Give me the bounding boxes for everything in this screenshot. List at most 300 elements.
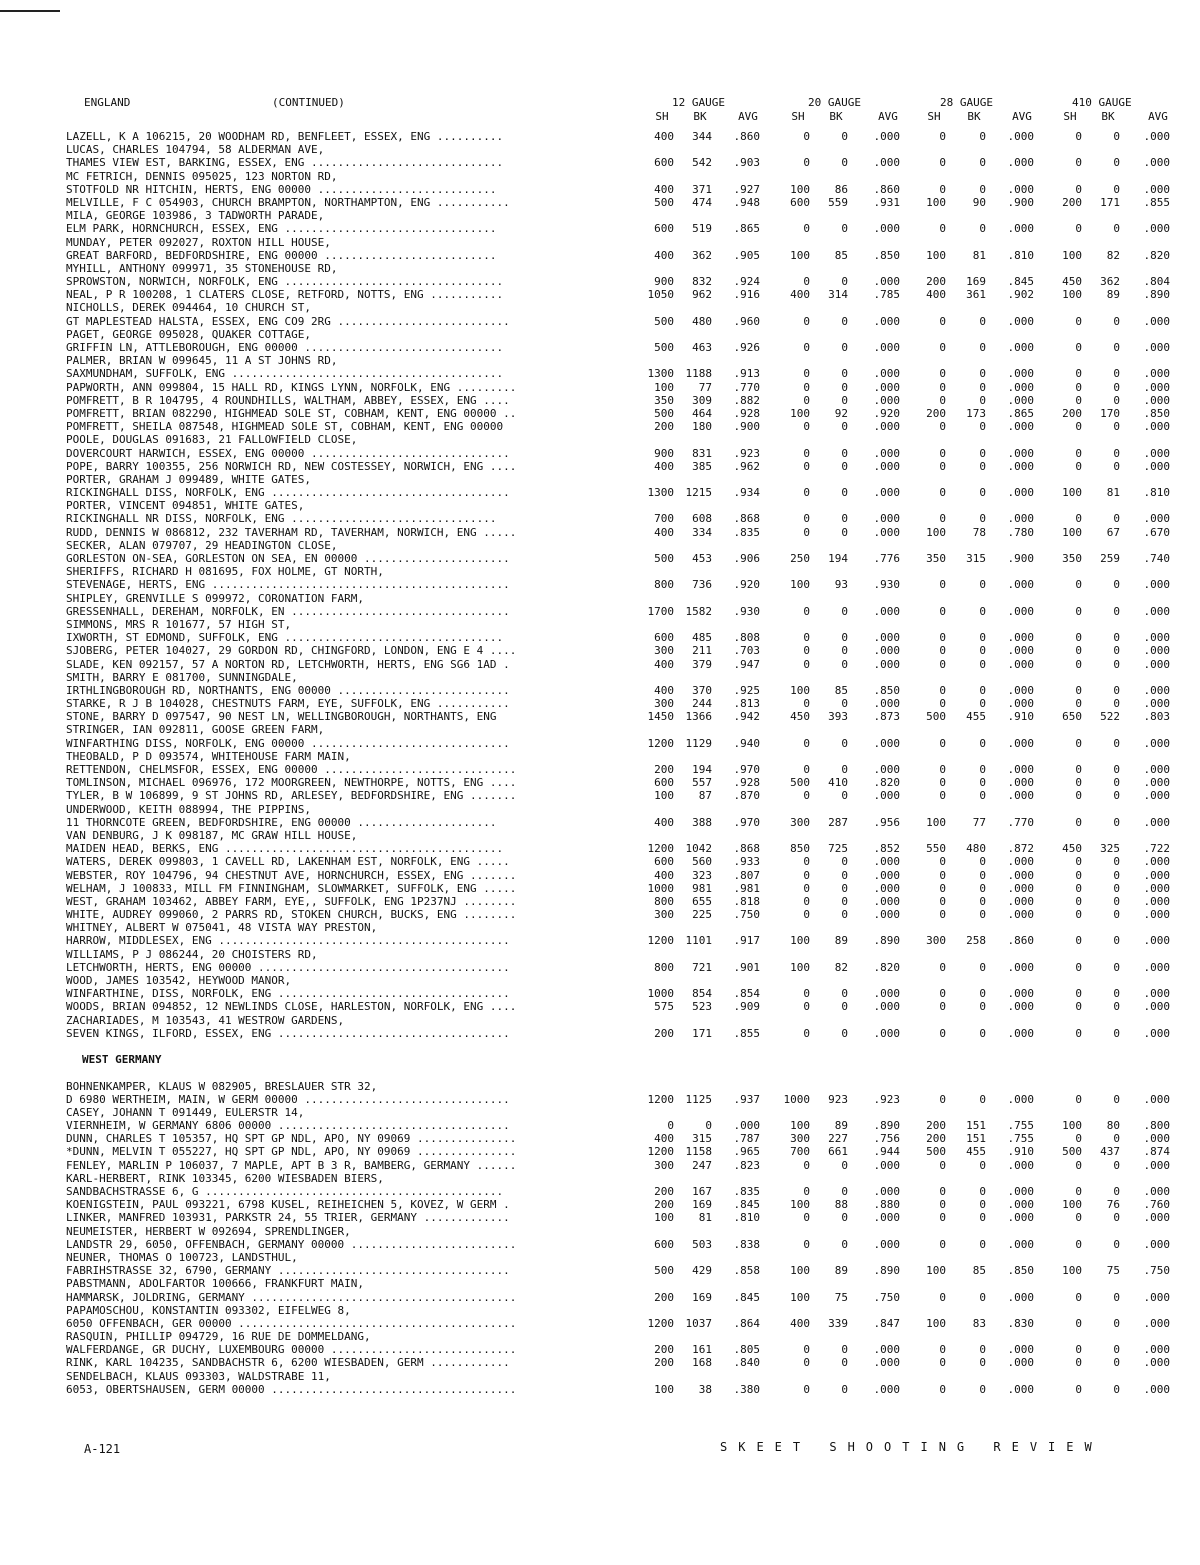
- score-cell: .755: [1007, 1132, 1034, 1146]
- member-entry-text: SPROWSTON, NORWICH, NORFOLK, ENG .................................: [66, 275, 504, 289]
- score-cell: .787: [733, 1132, 760, 1146]
- score-cell: 100: [1062, 1119, 1082, 1133]
- score-cell: 0: [841, 908, 848, 922]
- score-cell: 250: [790, 552, 810, 565]
- score-cell: 455: [966, 710, 986, 724]
- score-cell: 500: [654, 341, 674, 354]
- score-cell: 0: [939, 855, 946, 869]
- score-cell: .703: [733, 644, 760, 658]
- member-entry-text: BOHNENKAMPER, KLAUS W 082905, BRESLAUER STR 32,: [66, 1079, 378, 1093]
- score-cell: 0: [1075, 1158, 1082, 1172]
- table-row: [66, 592, 1176, 605]
- score-cell: .000: [1007, 1382, 1034, 1396]
- score-cell: 400: [654, 657, 674, 671]
- score-cell: 169: [692, 1290, 712, 1304]
- score-cell: .830: [1007, 1316, 1034, 1330]
- score-cell: .000: [1143, 130, 1170, 143]
- member-entry-text: D 6980 WERTHEIM, MAIN, W GERM 00000 ...............................: [66, 1092, 510, 1106]
- member-entry-text: STRINGER, IAN 092811, GOOSE GREEN FARM,: [66, 723, 325, 737]
- score-cell: 0: [841, 1211, 848, 1225]
- score-cell: 0: [1075, 393, 1082, 407]
- table-row: [66, 249, 1176, 262]
- score-cell: 0: [939, 604, 946, 618]
- table-row: [66, 1106, 1176, 1119]
- score-cell: 0: [939, 776, 946, 790]
- table-row: [66, 315, 1176, 328]
- subheading-2-avg: AVG: [878, 110, 898, 123]
- score-cell: 0: [979, 1382, 986, 1396]
- member-entry-text: NEUNER, THOMAS O 100723, LANDSTHUL,: [66, 1250, 298, 1264]
- score-cell: 0: [1075, 697, 1082, 711]
- member-entry-text: WILLIAMS, P J 086244, 20 CHOISTERS RD,: [66, 947, 318, 961]
- table-row: [66, 710, 1176, 723]
- member-entry-text: STARKE, R J B 104028, CHESTNUTS FARM, EYE, SUFFOLK, ENG ...........: [66, 697, 510, 711]
- score-cell: .903: [733, 156, 760, 170]
- score-cell: 75: [1106, 1264, 1120, 1278]
- score-cell: 200: [654, 420, 674, 434]
- score-cell: 0: [1113, 393, 1120, 407]
- member-entry-text: MILA, GEORGE 103986, 3 TADWORTH PARADE,: [66, 209, 325, 223]
- score-cell: 455: [966, 1145, 986, 1159]
- score-cell: .000: [1143, 683, 1170, 697]
- score-cell: 832: [692, 275, 712, 289]
- score-cell: 100: [790, 578, 810, 592]
- member-entry-text: *DUNN, MELVIN T 055227, HQ SPT GP NDL, APO, NY 09069 ...............: [66, 1145, 517, 1159]
- score-cell: .923: [733, 446, 760, 460]
- score-cell: 0: [1075, 446, 1082, 460]
- member-entry-text: HARROW, MIDDLESEX, ENG ............................................: [66, 934, 510, 948]
- score-cell: 0: [979, 763, 986, 776]
- score-cell: .000: [873, 1382, 900, 1396]
- table-row: [66, 895, 1176, 908]
- score-cell: 1188: [685, 367, 712, 381]
- score-cell: .000: [1007, 380, 1034, 394]
- score-cell: .000: [1007, 776, 1034, 790]
- score-cell: 0: [1075, 631, 1082, 645]
- score-cell: .872: [1007, 842, 1034, 856]
- score-cell: 0: [939, 182, 946, 196]
- table-row: [66, 1000, 1176, 1013]
- member-entry-text: WALFERDANGE, GR DUCHY, LUXEMBOURG 00000 ............................: [66, 1343, 517, 1357]
- score-cell: .890: [873, 1264, 900, 1278]
- score-cell: 661: [828, 1145, 848, 1159]
- member-entry-text: STEVENAGE, HERTS, ENG .............................................: [66, 578, 510, 592]
- table-row: [66, 1343, 1176, 1356]
- score-cell: .750: [733, 908, 760, 922]
- member-entry-text: STOTFOLD NR HITCHIN, HERTS, ENG 00000 ...........................: [66, 182, 497, 196]
- score-cell: 500: [654, 406, 674, 420]
- score-cell: .000: [1007, 1185, 1034, 1198]
- score-cell: 0: [803, 1026, 810, 1040]
- score-cell: 100: [790, 406, 810, 420]
- score-cell: .840: [733, 1356, 760, 1370]
- publication-name: SKEET SHOOTING REVIEW: [720, 1440, 1103, 1454]
- score-cell: 0: [1113, 1026, 1120, 1040]
- score-cell: .860: [873, 182, 900, 196]
- score-cell: 1450: [647, 710, 674, 724]
- score-cell: 350: [1062, 552, 1082, 565]
- member-entry-text: DOVERCOURT HARWICH, ESSEX, ENG 00000 ..............................: [66, 446, 510, 460]
- table-row: [66, 1291, 1176, 1304]
- score-cell: 0: [803, 367, 810, 381]
- subheading-1-bk: BK: [693, 110, 707, 123]
- score-cell: 400: [654, 459, 674, 473]
- table-row: [66, 948, 1176, 961]
- score-cell: 0: [979, 1198, 986, 1212]
- score-cell: 0: [979, 855, 986, 869]
- score-cell: 0: [803, 1185, 810, 1198]
- member-entry-text: SHIPLEY, GRENVILLE S 099972, CORONATION FARM,: [66, 591, 365, 605]
- table-row: [66, 1080, 1176, 1093]
- spacer: [66, 1040, 1176, 1053]
- member-entry-text: GT MAPLESTEAD HALSTA, ESSEX, ENG CO9 2RG ..........................: [66, 314, 510, 328]
- score-cell: 89: [834, 1119, 848, 1133]
- score-cell: 0: [803, 275, 810, 289]
- score-cell: 0: [841, 512, 848, 526]
- score-cell: 0: [1113, 934, 1120, 948]
- score-cell: 0: [841, 156, 848, 170]
- score-cell: .380: [733, 1382, 760, 1396]
- score-cell: 0: [841, 446, 848, 460]
- score-cell: 1300: [647, 367, 674, 381]
- score-cell: 100: [926, 1264, 946, 1278]
- score-cell: 0: [1075, 341, 1082, 354]
- score-cell: 0: [1113, 341, 1120, 354]
- member-entry-text: 11 THORNCOTE GREEN, BEDFORDSHIRE, ENG 00000 .....................: [66, 815, 497, 829]
- score-cell: .000: [873, 604, 900, 618]
- subheading-4-avg: AVG: [1148, 110, 1168, 123]
- score-cell: .000: [1143, 1290, 1170, 1304]
- score-cell: 82: [1106, 248, 1120, 262]
- score-cell: 0: [803, 697, 810, 711]
- score-cell: 362: [1100, 275, 1120, 289]
- member-entry-text: TYLER, B W 106899, 9 ST JOHNS RD, ARLESEY, BEDFORDSHIRE, ENG .......: [66, 789, 517, 803]
- score-cell: 258: [966, 934, 986, 948]
- score-cell: .928: [733, 406, 760, 420]
- score-cell: 0: [1113, 1290, 1120, 1304]
- score-cell: .810: [733, 1211, 760, 1225]
- score-cell: 80: [1106, 1119, 1120, 1133]
- score-cell: .850: [873, 248, 900, 262]
- score-cell: 542: [692, 156, 712, 170]
- score-cell: .928: [733, 776, 760, 790]
- score-cell: 100: [790, 683, 810, 697]
- score-cell: 0: [979, 908, 986, 922]
- score-cell: 0: [1113, 314, 1120, 328]
- score-cell: 0: [979, 881, 986, 895]
- score-cell: .000: [1143, 881, 1170, 895]
- score-cell: .760: [1143, 1198, 1170, 1212]
- table-row: [66, 341, 1176, 354]
- score-cell: 655: [692, 894, 712, 908]
- score-cell: 0: [979, 1092, 986, 1106]
- score-cell: .000: [1007, 960, 1034, 974]
- score-cell: 0: [979, 987, 986, 1001]
- score-cell: 725: [828, 842, 848, 856]
- score-cell: 173: [966, 406, 986, 420]
- score-cell: .900: [1007, 195, 1034, 209]
- score-cell: .000: [1007, 367, 1034, 381]
- score-cell: 0: [979, 657, 986, 671]
- score-cell: 0: [803, 1211, 810, 1225]
- score-cell: 0: [939, 960, 946, 974]
- table-row: [66, 684, 1176, 697]
- subheading-1-sh: SH: [655, 110, 669, 123]
- member-entry-text: IXWORTH, ST EDMOND, SUFFOLK, ENG .................................: [66, 631, 504, 645]
- score-cell: 0: [979, 1343, 986, 1357]
- score-cell: .000: [873, 644, 900, 658]
- score-cell: 0: [979, 459, 986, 473]
- score-cell: 0: [803, 1343, 810, 1357]
- score-cell: .850: [1007, 1264, 1034, 1278]
- score-cell: .852: [873, 842, 900, 856]
- score-cell: 67: [1106, 525, 1120, 539]
- score-cell: .000: [1143, 512, 1170, 526]
- table-row: [66, 143, 1176, 156]
- score-cell: 0: [1113, 1185, 1120, 1198]
- score-cell: .965: [733, 1145, 760, 1159]
- table-row: [66, 156, 1176, 169]
- member-entry-text: SENDELBACH, KLAUS 093303, WALDSTRABE 11,: [66, 1369, 331, 1383]
- score-cell: .000: [1007, 1343, 1034, 1357]
- score-cell: 0: [979, 604, 986, 618]
- score-cell: 600: [654, 156, 674, 170]
- score-cell: 0: [705, 1119, 712, 1133]
- score-cell: 0: [803, 881, 810, 895]
- score-cell: 0: [979, 380, 986, 394]
- table-row: [66, 605, 1176, 618]
- score-cell: 0: [803, 1356, 810, 1370]
- score-cell: 0: [1113, 815, 1120, 829]
- score-cell: 300: [790, 1132, 810, 1146]
- score-cell: 1366: [685, 710, 712, 724]
- score-cell: 900: [654, 446, 674, 460]
- score-cell: .000: [1007, 578, 1034, 592]
- score-cell: 1200: [647, 934, 674, 948]
- score-cell: .000: [873, 1185, 900, 1198]
- member-entry-text: PAGET, GEORGE 095028, QUAKER COTTAGE,: [66, 327, 312, 341]
- score-cell: 0: [841, 486, 848, 500]
- score-cell: 0: [1075, 736, 1082, 750]
- table-row: [66, 565, 1176, 578]
- table-row: [66, 1145, 1176, 1158]
- score-cell: 0: [1075, 657, 1082, 671]
- score-cell: 0: [841, 894, 848, 908]
- score-cell: .930: [873, 578, 900, 592]
- score-cell: 362: [692, 248, 712, 262]
- score-cell: .000: [1143, 815, 1170, 829]
- score-cell: .820: [1143, 248, 1170, 262]
- score-cell: .000: [873, 868, 900, 882]
- table-row: [66, 539, 1176, 552]
- score-cell: .864: [733, 1316, 760, 1330]
- score-cell: .670: [1143, 525, 1170, 539]
- score-cell: .000: [873, 855, 900, 869]
- score-cell: 85: [834, 248, 848, 262]
- score-cell: .000: [1007, 644, 1034, 658]
- table-row: [66, 750, 1176, 763]
- score-cell: 0: [979, 776, 986, 790]
- continued-label: (CONTINUED): [272, 96, 345, 109]
- score-cell: .000: [873, 341, 900, 354]
- score-cell: .000: [873, 1356, 900, 1370]
- member-entry-text: WEST, GRAHAM 103462, ABBEY FARM, EYE,, SUFFOLK, ENG 1P237NJ ........: [66, 894, 517, 908]
- score-cell: 0: [841, 1026, 848, 1040]
- score-cell: 0: [841, 130, 848, 143]
- member-entry-text: MAIDEN HEAD, BERKS, ENG ..........................................: [66, 842, 504, 856]
- member-entry-text: LANDSTR 29, 6050, OFFENBACH, GERMANY 00000 .........................: [66, 1237, 517, 1251]
- score-cell: 0: [939, 459, 946, 473]
- score-cell: 0: [803, 130, 810, 143]
- score-cell: .000: [873, 631, 900, 645]
- score-cell: 0: [939, 1026, 946, 1040]
- table-row: [66, 1198, 1176, 1211]
- score-cell: 0: [667, 1119, 674, 1133]
- score-cell: 0: [939, 881, 946, 895]
- score-cell: 831: [692, 446, 712, 460]
- score-cell: 287: [828, 815, 848, 829]
- score-cell: 0: [1075, 644, 1082, 658]
- score-cell: 0: [939, 446, 946, 460]
- score-cell: 0: [1113, 763, 1120, 776]
- score-cell: 0: [1075, 314, 1082, 328]
- score-cell: .000: [1143, 644, 1170, 658]
- score-cell: 0: [803, 868, 810, 882]
- score-cell: .000: [1007, 393, 1034, 407]
- score-cell: 0: [841, 367, 848, 381]
- score-cell: .000: [1007, 868, 1034, 882]
- score-cell: 0: [1113, 459, 1120, 473]
- table-row: [66, 236, 1176, 249]
- score-cell: 0: [1075, 1343, 1082, 1357]
- score-cell: .882: [733, 393, 760, 407]
- score-cell: .000: [1007, 130, 1034, 143]
- score-cell: .000: [873, 130, 900, 143]
- score-cell: 0: [1113, 736, 1120, 750]
- score-cell: 0: [1113, 1211, 1120, 1225]
- score-cell: 500: [790, 776, 810, 790]
- score-cell: 0: [1075, 1356, 1082, 1370]
- score-cell: 0: [1113, 789, 1120, 803]
- score-cell: 247: [692, 1158, 712, 1172]
- score-cell: 0: [803, 314, 810, 328]
- score-cell: 0: [1075, 367, 1082, 381]
- member-entry-text: HAMMARSK, JOLDRING, GERMANY ........................................: [66, 1290, 517, 1304]
- score-cell: .000: [1143, 763, 1170, 776]
- score-cell: .820: [873, 960, 900, 974]
- score-cell: 0: [939, 156, 946, 170]
- score-cell: 0: [1075, 683, 1082, 697]
- score-cell: 0: [841, 525, 848, 539]
- score-cell: 309: [692, 393, 712, 407]
- member-entry-text: PABSTMANN, ADOLFARTOR 100666, FRANKFURT MAIN,: [66, 1277, 365, 1291]
- score-cell: .000: [873, 657, 900, 671]
- score-cell: 100: [1062, 288, 1082, 302]
- score-cell: .845: [733, 1198, 760, 1212]
- score-cell: .917: [733, 934, 760, 948]
- score-cell: .000: [873, 1000, 900, 1014]
- table-row: [66, 1185, 1176, 1198]
- score-cell: 0: [939, 644, 946, 658]
- score-cell: .835: [733, 525, 760, 539]
- score-cell: 500: [926, 1145, 946, 1159]
- score-cell: 400: [654, 868, 674, 882]
- score-cell: .000: [1007, 894, 1034, 908]
- score-cell: .933: [733, 855, 760, 869]
- score-cell: 76: [1106, 1198, 1120, 1212]
- subheading-4-sh: SH: [1063, 110, 1077, 123]
- score-cell: 0: [939, 380, 946, 394]
- score-cell: 75: [834, 1290, 848, 1304]
- score-cell: .820: [873, 776, 900, 790]
- table-row: [66, 816, 1176, 829]
- table-row: [66, 855, 1176, 868]
- score-cell: 0: [1113, 156, 1120, 170]
- score-cell: 0: [1075, 420, 1082, 434]
- score-cell: .756: [873, 1132, 900, 1146]
- table-row: [66, 644, 1176, 657]
- score-cell: 1101: [685, 934, 712, 948]
- score-cell: .947: [733, 657, 760, 671]
- score-cell: 0: [1113, 420, 1120, 434]
- score-cell: 81: [698, 1211, 712, 1225]
- score-cell: 0: [1113, 657, 1120, 671]
- subheading-1-avg: AVG: [738, 110, 758, 123]
- score-cell: 0: [939, 736, 946, 750]
- score-cell: .000: [1007, 1290, 1034, 1304]
- score-cell: 560: [692, 855, 712, 869]
- score-cell: 0: [1075, 1237, 1082, 1251]
- score-cell: 0: [939, 341, 946, 354]
- score-cell: 0: [1113, 1343, 1120, 1357]
- score-cell: 371: [692, 182, 712, 196]
- page-number: A-121: [84, 1442, 121, 1456]
- score-cell: .948: [733, 195, 760, 209]
- score-cell: 0: [803, 1000, 810, 1014]
- score-cell: 0: [979, 341, 986, 354]
- score-cell: .000: [1143, 1092, 1170, 1106]
- score-cell: .000: [1143, 868, 1170, 882]
- score-cell: 169: [692, 1198, 712, 1212]
- score-cell: 0: [841, 1343, 848, 1357]
- score-cell: 450: [790, 710, 810, 724]
- score-cell: 0: [939, 894, 946, 908]
- score-cell: 0: [1113, 1382, 1120, 1396]
- score-cell: 100: [790, 1198, 810, 1212]
- score-cell: .000: [1143, 393, 1170, 407]
- score-cell: 227: [828, 1132, 848, 1146]
- score-cell: 0: [1075, 512, 1082, 526]
- member-entry-text: POPE, BARRY 100355, 256 NORWICH RD, NEW COSTESSEY, NORWICH, ENG ....: [66, 459, 517, 473]
- score-cell: 90: [972, 195, 986, 209]
- score-cell: 0: [939, 1290, 946, 1304]
- score-cell: 0: [1075, 380, 1082, 394]
- score-cell: .942: [733, 710, 760, 724]
- score-cell: 600: [654, 1237, 674, 1251]
- score-cell: 0: [1075, 763, 1082, 776]
- score-cell: .808: [733, 631, 760, 645]
- score-cell: .924: [733, 275, 760, 289]
- score-cell: 200: [654, 1185, 674, 1198]
- score-cell: .868: [733, 512, 760, 526]
- score-cell: 38: [698, 1382, 712, 1396]
- score-cell: 0: [979, 1000, 986, 1014]
- score-cell: 0: [939, 1185, 946, 1198]
- score-cell: 0: [803, 789, 810, 803]
- score-cell: 0: [979, 393, 986, 407]
- score-cell: 344: [692, 130, 712, 143]
- score-cell: 0: [1113, 987, 1120, 1001]
